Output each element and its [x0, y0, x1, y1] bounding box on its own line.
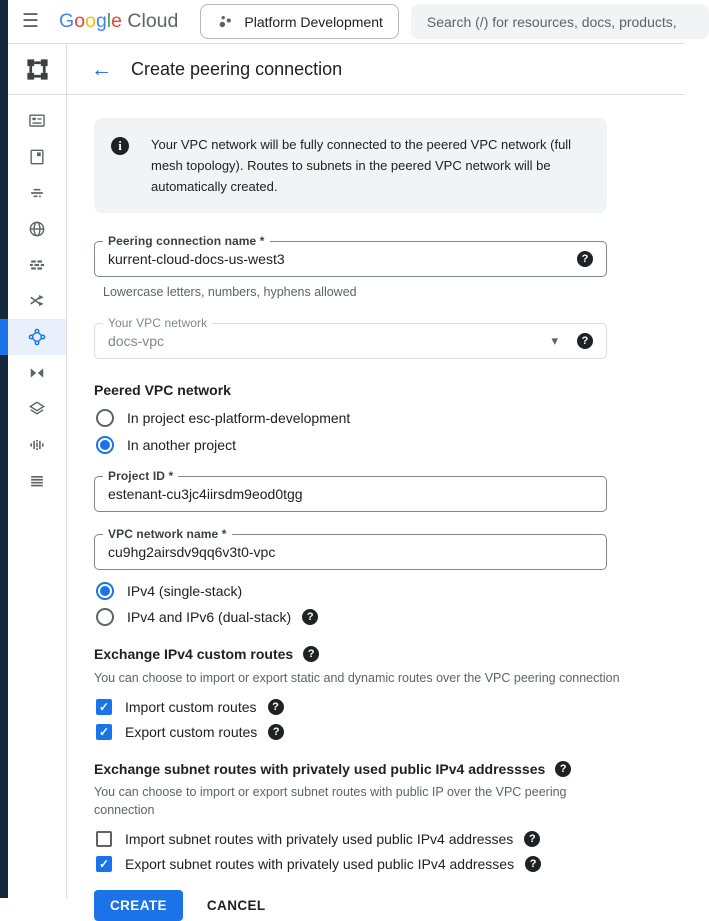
radio-ipv4-label: IPv4 (single-stack): [127, 583, 243, 600]
internet-gateway-icon: [27, 219, 47, 239]
help-icon[interactable]: ?: [525, 856, 541, 872]
sidebar-item-firewall[interactable]: [8, 247, 66, 283]
peering-name-helper-text: Lowercase letters, numbers, hyphens allowed: [103, 285, 357, 300]
your-vpc-network-select[interactable]: [94, 316, 607, 359]
peering-connection-name-label: Peering connection name *: [103, 234, 270, 248]
checkmark-icon: ✓: [98, 700, 110, 715]
checkbox-import-subnet-routes[interactable]: [96, 831, 685, 847]
checkbox-export-subnet-routes[interactable]: [96, 856, 685, 872]
form-content: [67, 95, 685, 913]
custom-routes-description: You can choose to import or export static and dynamic routes over the VPC peering connection: [94, 671, 620, 686]
radio-ipv4-ipv6-dual-stack[interactable]: [96, 608, 685, 626]
radio-in-another-project[interactable]: [96, 436, 685, 454]
radio-in-project-label: In project esc-platform-development: [127, 410, 351, 427]
sidebar-item-shared-vpc[interactable]: [8, 355, 66, 391]
help-icon[interactable]: ?: [555, 761, 571, 777]
sidebar-item-network-menu[interactable]: [8, 463, 66, 499]
dropdown-caret-icon[interactable]: ▾: [551, 333, 558, 349]
project-name: Platform Development: [244, 13, 383, 30]
project-id-value: estenant-cu3jc4iirsdm9eod0tgg: [108, 486, 303, 503]
exchange-custom-routes-heading: Exchange IPv4 custom routes ?: [94, 646, 685, 662]
checkbox-checked[interactable]: [96, 856, 112, 872]
your-vpc-network-value: docs-vpc: [108, 333, 165, 350]
help-icon[interactable]: ?: [268, 699, 284, 715]
vpc-network-peering-icon: [27, 327, 47, 347]
sidebar-item-vpc-network-peering[interactable]: [8, 319, 66, 355]
back-arrow-icon[interactable]: ←: [91, 57, 112, 81]
radio-button-checked[interactable]: [96, 582, 114, 600]
vpc-network-name-field[interactable]: [94, 527, 607, 570]
network-menu-icon: [27, 471, 47, 491]
radio-button-unchecked[interactable]: [96, 608, 114, 626]
vpc-network-name-value: cu9hg2airsdv9qq6v3t0-vpc: [108, 544, 276, 561]
your-vpc-network-label: Your VPC network: [103, 316, 212, 330]
info-icon: i: [111, 137, 129, 155]
cloud-wordmark: Cloud: [122, 10, 179, 32]
project-icon: [216, 13, 233, 30]
vpc-network-product-logo: [8, 44, 67, 94]
packet-mirroring-icon: [27, 435, 47, 455]
project-id-field[interactable]: [94, 469, 607, 512]
radio-in-project[interactable]: [96, 409, 685, 427]
help-icon[interactable]: ?: [524, 831, 540, 847]
vpc-network-icon: [24, 56, 51, 83]
project-id-label: Project ID *: [103, 469, 178, 483]
sidebar-item-packet-mirroring[interactable]: [8, 427, 66, 463]
vpc-networks-icon: [27, 111, 47, 131]
checkbox-import-custom-routes[interactable]: [96, 699, 685, 715]
export-custom-routes-label: Export custom routes: [125, 724, 258, 741]
window-edge-strip: [0, 0, 8, 898]
top-app-bar: [8, 0, 685, 44]
import-subnet-routes-label: Import subnet routes with privately used public IPv4 addresses: [125, 830, 514, 847]
info-banner: [94, 118, 607, 213]
search-bar[interactable]: [411, 4, 709, 39]
help-icon[interactable]: ?: [268, 724, 284, 740]
radio-ipv4-single-stack[interactable]: [96, 582, 685, 600]
sidebar-item-vpc-networks[interactable]: [8, 103, 66, 139]
sidebar-item-ip-addresses[interactable]: [8, 139, 66, 175]
checkbox-unchecked[interactable]: [96, 831, 112, 847]
checkmark-icon: ✓: [98, 725, 110, 740]
subnet-routes-description: You can choose to import or export subnet routes with public IP over the VPC peering connection: [94, 785, 567, 818]
routes-icon: [27, 291, 47, 311]
bring-your-own-ip-icon: [27, 183, 47, 203]
project-selector-button[interactable]: [200, 4, 399, 39]
checkbox-export-custom-routes[interactable]: [96, 724, 685, 740]
help-icon[interactable]: ?: [577, 251, 593, 267]
sidebar-item-internet-gateway[interactable]: [8, 211, 66, 247]
vpc-network-name-label: VPC network name *: [103, 527, 232, 541]
menu-icon[interactable]: ☰: [22, 11, 40, 32]
sidebar-nav: [8, 95, 67, 898]
ip-addresses-icon: [27, 147, 47, 167]
page-header: [8, 44, 685, 95]
peering-connection-name-field[interactable]: [94, 234, 607, 277]
radio-in-another-project-label: In another project: [127, 437, 236, 454]
radio-dual-stack-label: IPv4 and IPv6 (dual-stack): [127, 609, 292, 626]
nav-selection-indicator: [0, 319, 8, 355]
firewall-icon: [27, 255, 47, 275]
radio-button-checked[interactable]: [96, 436, 114, 454]
exchange-subnet-routes-heading: Exchange subnet routes with privately used public IPv4 addressses ?: [94, 761, 685, 777]
form-actions: [94, 890, 685, 921]
peered-vpc-network-heading: Peered VPC network: [94, 382, 231, 399]
google-logo-letters: Google: [59, 10, 122, 32]
search-input[interactable]: [427, 14, 709, 30]
cancel-button[interactable]: CANCEL: [206, 897, 266, 913]
checkbox-checked[interactable]: [96, 699, 112, 715]
serverless-vpc-access-icon: [27, 399, 47, 419]
radio-button-unchecked[interactable]: [96, 409, 114, 427]
google-cloud-logo: [59, 10, 178, 33]
help-icon[interactable]: ?: [303, 646, 319, 662]
export-subnet-routes-label: Export subnet routes with privately used public IPv4 addresses: [125, 855, 515, 872]
checkmark-icon: ✓: [98, 856, 110, 871]
create-button[interactable]: CREATE: [94, 890, 183, 921]
shared-vpc-icon: [27, 363, 47, 383]
import-custom-routes-label: Import custom routes: [125, 699, 257, 716]
help-icon[interactable]: ?: [302, 609, 318, 625]
help-icon[interactable]: ?: [577, 333, 593, 349]
sidebar-item-routes[interactable]: [8, 283, 66, 319]
checkbox-checked[interactable]: [96, 724, 112, 740]
page-title: Create peering connection: [131, 58, 343, 79]
info-banner-text: Your VPC network will be fully connected to the peered VPC network (full mesh topology). Routes to subnets in the peered VPC network will be automatically created.: [151, 137, 572, 195]
sidebar-item-bring-your-own-ip[interactable]: [8, 175, 66, 211]
sidebar-item-serverless-vpc-access[interactable]: [8, 391, 66, 427]
peering-connection-name-value: kurrent-cloud-docs-us-west3: [108, 251, 285, 268]
